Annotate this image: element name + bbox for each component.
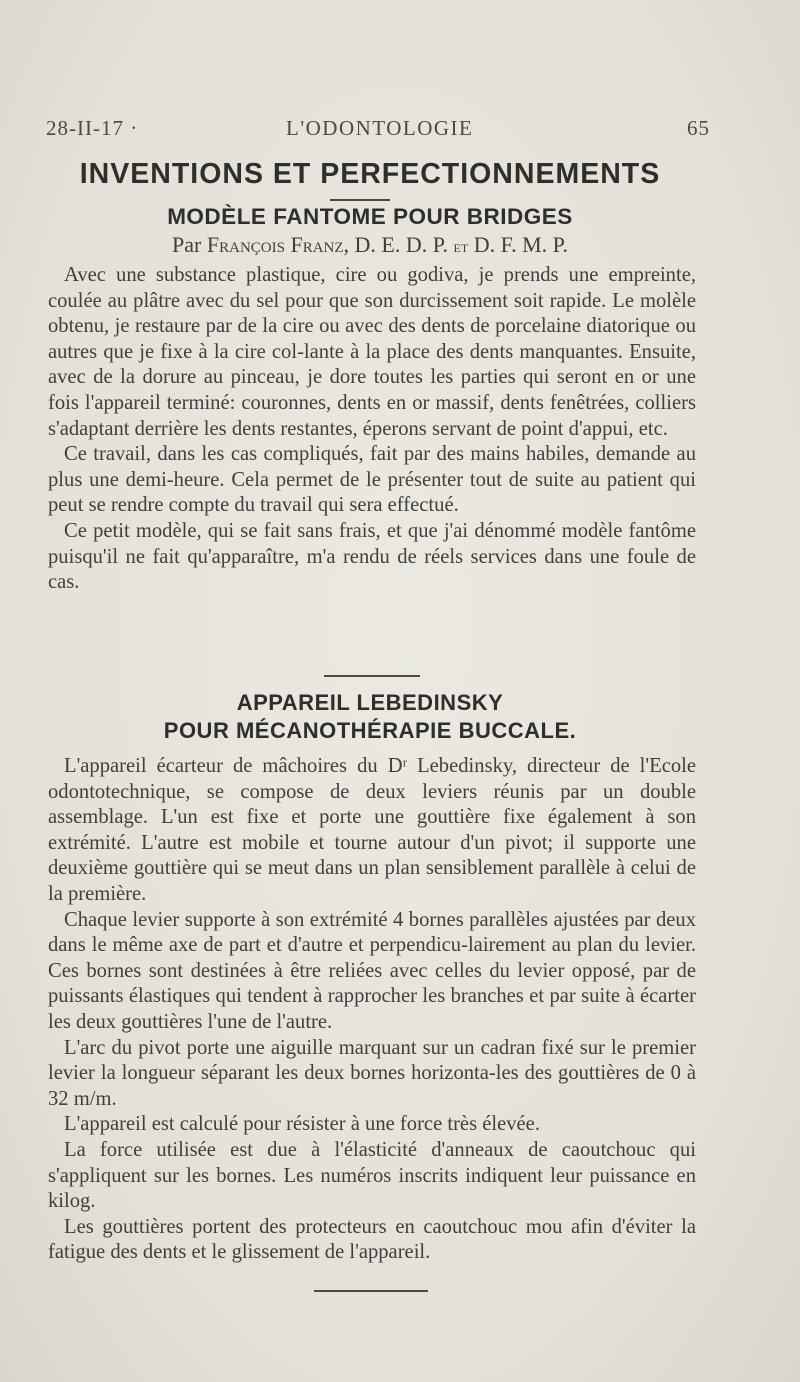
issue-date: 28-II-17 ·	[46, 116, 139, 140]
title-underline	[330, 199, 390, 201]
article2-paragraph: Les gouttières portent des protecteurs en caoutchouc mou afin d'éviter la fatigue des dents et le glissement de l'appareil.	[48, 1215, 696, 1264]
article2-paragraph: La force utilisée est due à l'élasticité d'anneaux de caoutchouc qui s'appliquent sur les bornes. Les numéros inscrits indiquent leur puissance en kilog.	[48, 1138, 696, 1213]
article1-byline	[50, 232, 690, 258]
running-head	[46, 116, 710, 146]
end-divider	[314, 1290, 428, 1292]
article2-paragraph: Chaque levier supporte à son extrémité 4 bornes parallèles ajustées par deux dans le même axe de part et d'autre et perpendicu-lairement au plan du levier. Ces bornes sont destinées à être reliées avec celles du levier opposé, par de puissants élastiques qui tendent à rapprocher les branches et par suite à écarter les deux gouttières l'une de l'autre.	[48, 908, 696, 1033]
byline-credentials-2: D. F. M. P.	[468, 232, 568, 257]
byline-author: François Franz	[206, 232, 344, 257]
article2-paragraph: L'arc du pivot porte une aiguille marquant sur un cadran fixé sur le premier levier la longueur séparant les deux bornes horizonta-les des gouttières de 0 à 32 m/m.	[48, 1036, 696, 1110]
main-title: INVENTIONS ET PERFECTIONNEMENTS	[79, 158, 661, 190]
article1-paragraph: Ce petit modèle, qui se fait sans frais, et que j'ai dénommé modèle fantôme puisqu'il ne fait qu'apparaître, m'a rendu de réels services dans une foule de cas.	[48, 519, 696, 594]
article1-paragraph: Avec une substance plastique, cire ou godiva, je prends une empreinte, coulée au plâtre avec du sel pour que son durcissement soit rapide. Le molèle obtenu, je restaure par de la cire ou avec des dents de porcelaine diatorique ou autres que je fixe à la cire col-lante à la place des dents manquantes. Ensuite, avec de la dorure au pinceau, je dore toutes les parties qui seront en or une fois l'appareil terminé: couronnes, dents en or massif, dents fenêtrées, colliers s'adaptant derrière les dents restantes, éperons servant de point d'appui, etc.	[48, 264, 696, 440]
article1-body	[48, 263, 696, 596]
article2-title-line2: POUR MÉCANOTHÉRAPIE BUCCALE.	[163, 718, 577, 743]
page-number: 65	[687, 116, 710, 140]
article1-paragraph: Ce travail, dans les cas compliqués, fait par des mains habiles, demande au plus une demi-heure. Cela permet de le présenter tout de suite au patient qui peut se rendre compte du travail qui sera effectué.	[48, 443, 696, 517]
article1-title: MODÈLE FANTOME POUR BRIDGES	[167, 204, 573, 229]
byline-et: et	[453, 237, 469, 256]
byline-prefix: Par	[172, 232, 207, 257]
article2-paragraph: L'appareil écarteur de mâchoires du Dʳ Lebedinsky, directeur de l'Ecole odontotechnique, se compose de deux leviers réunis par un double assemblage. L'un est fixe et porte une gouttière fixe également à son extrémité. L'autre est mobile et tourne autour d'un pivot; il supporte une deuxième gouttière qui se meut dans un plan sensiblement parallèle à celui de la première.	[48, 755, 696, 905]
article2-paragraph: L'appareil est calculé pour résister à une force très élevée.	[64, 1113, 540, 1136]
section-divider	[324, 675, 420, 677]
byline-credentials: , D. E. D. P.	[343, 232, 454, 257]
article2-title-line1: APPAREIL LEBEDINSKY	[236, 690, 504, 715]
article2-body	[48, 754, 696, 1266]
journal-name: L'ODONTOLOGIE	[286, 116, 474, 140]
